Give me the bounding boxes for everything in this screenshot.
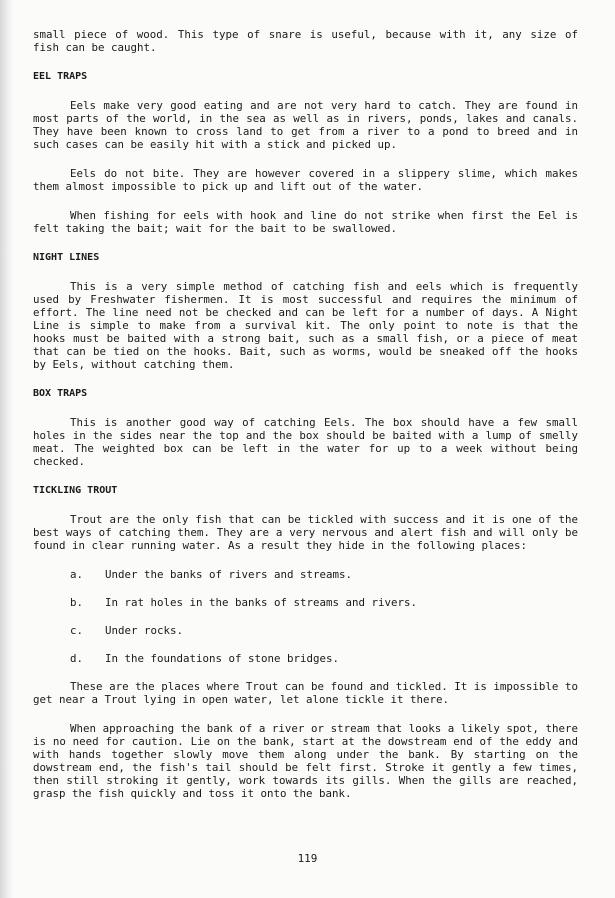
heading-eel-traps: EEL TRAPS — [33, 71, 88, 82]
list-item — [33, 568, 578, 581]
list-item-text: In rat holes in the banks of streams and rivers. — [105, 596, 418, 609]
heading-night-lines: NIGHT LINES — [33, 252, 100, 263]
hiding-places-list — [33, 568, 578, 665]
heading-box-traps: BOX TRAPS — [33, 388, 88, 399]
list-item-text: In the foundations of stone bridges. — [105, 652, 340, 665]
eel-traps-paragraph-1: Eels make very good eating and are not very hard to catch. They are found in most parts of the world, in the sea as well as in rivers, ponds, lakes and canals. They have been known to cross land to get from a river to a pond to breed and in such cases can be easily hit with a stick and picked up. — [33, 99, 578, 151]
list-item-text: Under the banks of rivers and streams. — [105, 568, 353, 581]
list-item-text: Under rocks. — [105, 624, 184, 637]
tickling-trout-paragraph-3: When approaching the bank of a river or stream that looks a likely spot, there is no need for caution. Lie on the bank, start at the dowstream end of the eddy and with hands together slowly move them along under the bank. By starting on the dowstream end, the fish's tail should be felt first. Stroke it gently a few times, then still stroking it gently, work towards its gills. When the gills are reached, grasp the fish quickly and toss it onto the bank. — [33, 722, 578, 800]
night-lines-paragraph-1: This is a very simple method of catching fish and eels which is frequently used by Freshwater fishermen. It is most successful and requires the minimum of effort. The line need not be checked and can be left for a number of days. A Night Line is simple to make from a survival kit. The only point to note is that the hooks must be baited with a strong bait, such as a small fish, or a piece of meat that can be tied on the hooks. Bait, such as worms, would be sneaked off the hooks by Eels, without catching them. — [33, 280, 578, 371]
heading-tickling-trout: TICKLING TROUT — [33, 485, 118, 496]
box-traps-paragraph-1: This is another good way of catching Eels. The box should have a few small holes in the sides near the top and the box should be baited with a lump of smelly meat. The weighted box can be left in the water for up to a week without being checked. — [33, 416, 578, 468]
page-number: 119 — [297, 852, 318, 865]
list-item-letter: c. — [70, 624, 84, 637]
list-item-letter: d. — [70, 652, 84, 665]
list-item — [33, 652, 578, 665]
page-body — [33, 28, 578, 816]
intro-paragraph: small piece of wood. This type of snare is useful, because with it, any size of fish can be caught. — [33, 28, 578, 54]
tickling-trout-paragraph-2: These are the places where Trout can be found and tickled. It is impossible to get near a Trout lying in open water, let alone tickle it there. — [33, 680, 578, 706]
list-item — [33, 624, 578, 637]
list-item-letter: b. — [70, 596, 84, 609]
eel-traps-paragraph-2: Eels do not bite. They are however covered in a slippery slime, which makes them almost impossible to pick up and lift out of the water. — [33, 167, 578, 193]
list-item — [33, 596, 578, 609]
tickling-trout-paragraph-1: Trout are the only fish that can be tickled with success and it is one of the best ways of catching them. They are a very nervous and alert fish and will only be found in clear running water. As a result they hide in the following places: — [33, 513, 578, 552]
list-item-letter: a. — [70, 568, 84, 581]
eel-traps-paragraph-3: When fishing for eels with hook and line do not strike when first the Eel is felt taking the bait; wait for the bait to be swallowed. — [33, 209, 578, 235]
page-gutter-shadow — [0, 0, 14, 898]
